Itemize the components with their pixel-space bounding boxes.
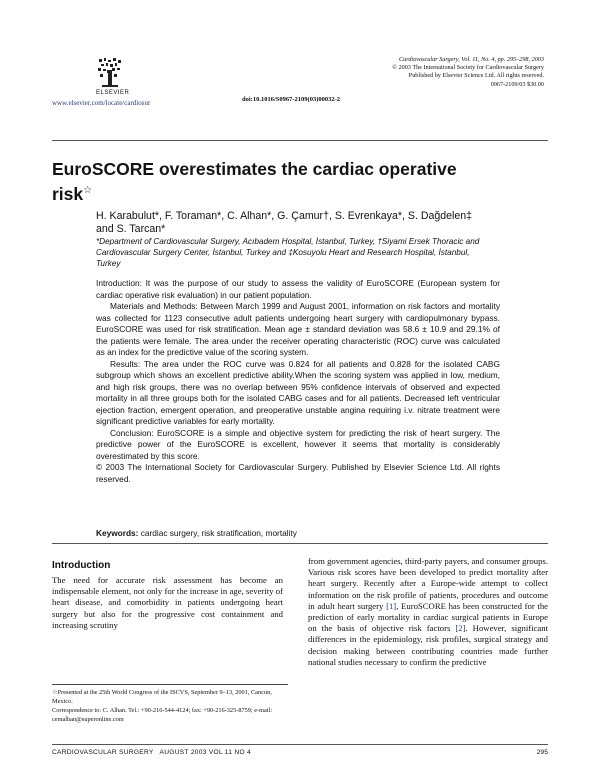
- footnote-presentation: ☆Presented at the 25th World Congress of the ISCVS, September 9–13, 2001, Cancun, Mexico.: [52, 689, 272, 705]
- copyright-line: © 2003 The International Society for Cardiovascular Surgery: [392, 64, 544, 72]
- publisher-logo-text: ELSEVIER: [96, 90, 130, 96]
- author-line-2: and S. Tarcan*: [96, 222, 166, 235]
- footnote-correspondence: Correspondence to: C. Alhan. Tel.: +90-216-544-4124; fax: +90-216-325-8759; e-mail: cemalhan@superonline.com: [52, 707, 273, 723]
- doi-text: doi:10.1016/S0967-2109(03)00032-2: [242, 96, 341, 103]
- abstract-conclusion: Conclusion: EuroSCORE is a simple and objective system for predicting the risk of heart surgery. The predictive power of the EuroSCORE is excellent, however it seems that mortality is considerably overestimated by this score.: [96, 427, 500, 461]
- abstract-copyright: © 2003 The International Society for Cardiovascular Surgery. Published by Elsevier Science Ltd. All rights reserved.: [96, 462, 500, 484]
- journal-citation-block: [392, 56, 544, 89]
- publisher-line: Published by Elsevier Science Ltd. All rights reserved.: [408, 72, 544, 80]
- page-number: 295: [536, 749, 548, 756]
- article-title-text: EuroSCORE overestimates the cardiac operative risk: [52, 159, 457, 204]
- body-text-segment: from government agencies, third-party payers, and consumer groups. Various risk scores have been developed to predict mortality after heart surgery. Recently after a Europe-wide attempt to collect information on the risk profile of patients, procedures and outcome in adult heart surgery: [308, 556, 548, 611]
- keywords-label: Keywords:: [96, 528, 139, 538]
- author-line-1: H. Karabulut*, F. Toraman*, C. Alhan*, G. Çamur†, S. Evrenkaya*, S. Dağdelen‡: [96, 210, 473, 222]
- footnotes: [52, 688, 292, 724]
- title-footnote-mark: ☆: [83, 185, 93, 196]
- body-text-segment: , EuroSCORE has been constructed for the prediction of early mortality in cardiac surgical patients in Europe on the basis of objective risk factors: [308, 600, 549, 634]
- author-list: [96, 210, 526, 236]
- citation-link-1[interactable]: [1]: [386, 600, 397, 611]
- body-column-left: The need for accurate risk assessment has become an indispensable element, not only for the increase in age, severity of heart disease, and comorbidity in patients undergoing heart surgery but also for the progressive cost containment and increasing scrutiny: [52, 575, 283, 630]
- issn-line: 0967-2109/03 $30.00: [490, 80, 544, 88]
- running-footer: CARDIOVASCULAR SURGERY AUGUST 2003 VOL 11 NO 4: [52, 749, 251, 756]
- body-text-segment: . However, significant differences in the epidemiology, risk profiles, surgical strategy and decision making between contributing countries made further national studies necessary to confirm the predictive: [308, 623, 549, 667]
- section-heading-introduction: Introduction: [52, 560, 111, 571]
- abstract-results: Results: The area under the ROC curve was 0.824 for all patients and 0.828 for the isolated CABG subgroup which shows an excellent predictive ability.When the scoring system was applied in low, medium, and high risk groups, there was no overlap between 95% confidence intervals of observed and expected mortality in all three groups both for the isolated CABG cases and for all patients. Decreased left ventricular ejection fraction, emergent operation, and preoperative unstable angina requiring i.v. nitrate treatment were significant predictive variables for early mortality.: [96, 358, 500, 426]
- header-divider: [52, 140, 548, 141]
- citation-link-2[interactable]: [2]: [455, 623, 466, 634]
- footer-divider: [52, 744, 548, 745]
- journal-url-link[interactable]: www.elsevier.com/locate/cardiosur: [52, 99, 151, 107]
- keywords: [96, 528, 297, 538]
- abstract-divider: [52, 543, 548, 544]
- article-title: [52, 158, 492, 205]
- keywords-list: cardiac surgery, risk stratification, mortality: [140, 528, 297, 538]
- elsevier-tree-logo: [96, 56, 124, 90]
- body-column-right: [308, 556, 548, 668]
- footnote-divider: [52, 684, 288, 685]
- abstract-methods: Materials and Methods: Between March 1999 and August 2001, information on risk factors and mortality was collected for 1123 consecutive adult patients undergoing heart surgery with cardiopulmonary bypass. EuroSCORE was used for risk stratification. Mean age ± standard deviation was 58.6 ± 10.9 and 29.1% of the patients were female. The area under the receiver operating characteristic (ROC) curve was calculated as an index for the predictive value of the scoring system.: [96, 301, 500, 357]
- journal-citation-line: Cardiovascular Surgery, Vol. 11, No. 4, pp. 295–298, 2003: [398, 56, 544, 63]
- affiliations: *Department of Cardiovascular Surgery, Acıbadem Hospital, İstanbul, Turkey, †Siyami Ersek Thoracic and Cardiovascular Surgery Center, İstanbul, Turkey and ‡Kosuyolu Heart and Research Hospital, İstanbul, Turkey: [96, 237, 480, 268]
- abstract-introduction: Introduction: It was the purpose of our study to assess the validity of EuroSCORE (European system for cardiac operative risk evaluation) in our patient population.: [96, 278, 500, 300]
- abstract: [96, 278, 500, 485]
